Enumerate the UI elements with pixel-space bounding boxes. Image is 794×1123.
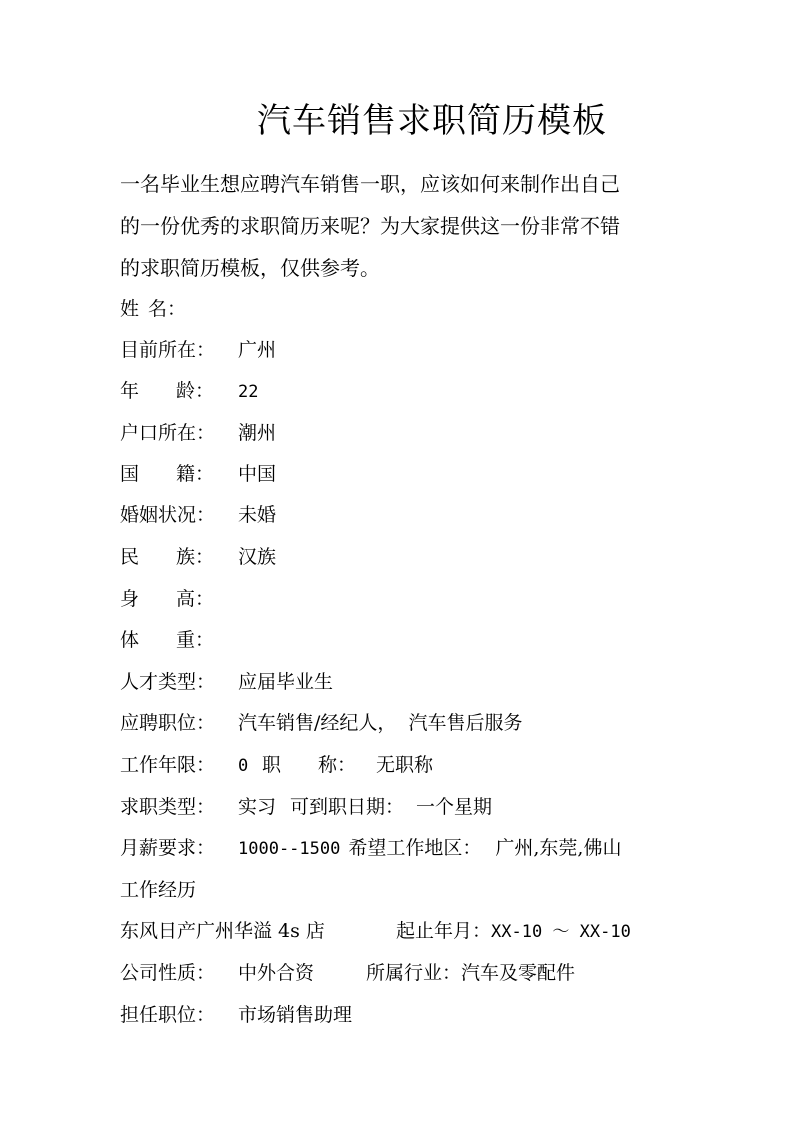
field-value: 潮州 — [238, 422, 277, 444]
field-label: 职 称： — [262, 754, 356, 776]
section-heading-experience: 工作经历 — [120, 879, 197, 901]
intro-line: 的求职简历模板，仅供参考。 — [120, 256, 380, 280]
field-label: 年 龄： — [120, 380, 214, 402]
field-value: 汽车销售/经纪人， 汽车售后服务 — [238, 712, 523, 734]
field-location — [120, 335, 720, 365]
field-label: 月薪要求： — [120, 837, 216, 859]
field-value: 22 — [238, 382, 259, 402]
field-label: 应聘职位： — [120, 712, 216, 734]
field-label: 名： — [148, 298, 187, 320]
field-nationality — [120, 459, 720, 489]
field-hukou — [120, 418, 720, 448]
field-talent-type — [120, 667, 720, 697]
field-value: 一个星期 — [416, 796, 493, 818]
field-label: 公司性质： — [120, 962, 216, 984]
field-label: 人才类型： — [120, 671, 216, 693]
field-value: 中外合资 — [238, 962, 315, 984]
field-value: 广州 — [238, 339, 277, 361]
field-height — [120, 584, 720, 614]
field-label: 所属行业： — [366, 962, 462, 984]
field-age — [120, 376, 720, 406]
field-label: 目前所在： — [120, 339, 216, 361]
field-label: 希望工作地区： — [348, 837, 482, 859]
field-value: 实习 — [238, 796, 277, 818]
field-value: 应届毕业生 — [238, 671, 334, 693]
experience-company-type-row — [120, 958, 720, 988]
field-label: 求职类型： — [120, 796, 216, 818]
document-title: 汽车销售求职简历模板 — [257, 101, 607, 141]
field-label: 可到职日期： — [290, 796, 405, 818]
field-value: 汉族 — [238, 546, 277, 568]
field-salary — [120, 833, 720, 863]
field-label: 担任职位： — [120, 1004, 216, 1026]
field-label: 体 重： — [120, 629, 214, 651]
field-position — [120, 708, 720, 738]
experience-role-row — [120, 1000, 720, 1030]
field-value: 市场销售助理 — [238, 1004, 353, 1026]
field-ethnicity — [120, 542, 720, 572]
field-value: 1000--1500 — [238, 839, 341, 859]
field-work-years — [120, 750, 720, 780]
field-label: 姓 — [120, 298, 140, 320]
field-value: 中国 — [238, 463, 277, 485]
field-label: 工作年限： — [120, 754, 216, 776]
field-value: 汽车及零配件 — [461, 962, 576, 984]
field-label: 户口所在： — [120, 422, 216, 444]
field-value: 0 — [238, 756, 249, 776]
field-label: 民 族： — [120, 546, 214, 568]
field-value: 广州,东莞,佛山 — [495, 837, 622, 859]
field-value: 未婚 — [238, 504, 277, 526]
field-label: 起止年月： — [396, 920, 492, 942]
company-name: 东风日产广州华溢 4s 店 — [120, 920, 325, 942]
field-label: 国 籍： — [120, 463, 214, 485]
intro-line: 的一份优秀的求职简历来呢？为大家提供这一份非常不错 — [120, 214, 620, 238]
field-label: 身 高： — [120, 588, 214, 610]
field-job-type — [120, 792, 720, 822]
field-name — [120, 294, 720, 324]
field-label: 婚姻状况： — [120, 504, 216, 526]
intro-line: 一名毕业生想应聘汽车销售一职，应该如何来制作出自己 — [120, 172, 620, 196]
field-weight — [120, 625, 720, 655]
intro-paragraph — [120, 163, 680, 289]
experience-company-row — [120, 916, 720, 946]
field-value: 无职称 — [376, 754, 434, 776]
field-marital — [120, 500, 720, 530]
field-value: XX-10 ～ XX-10 — [491, 922, 631, 942]
